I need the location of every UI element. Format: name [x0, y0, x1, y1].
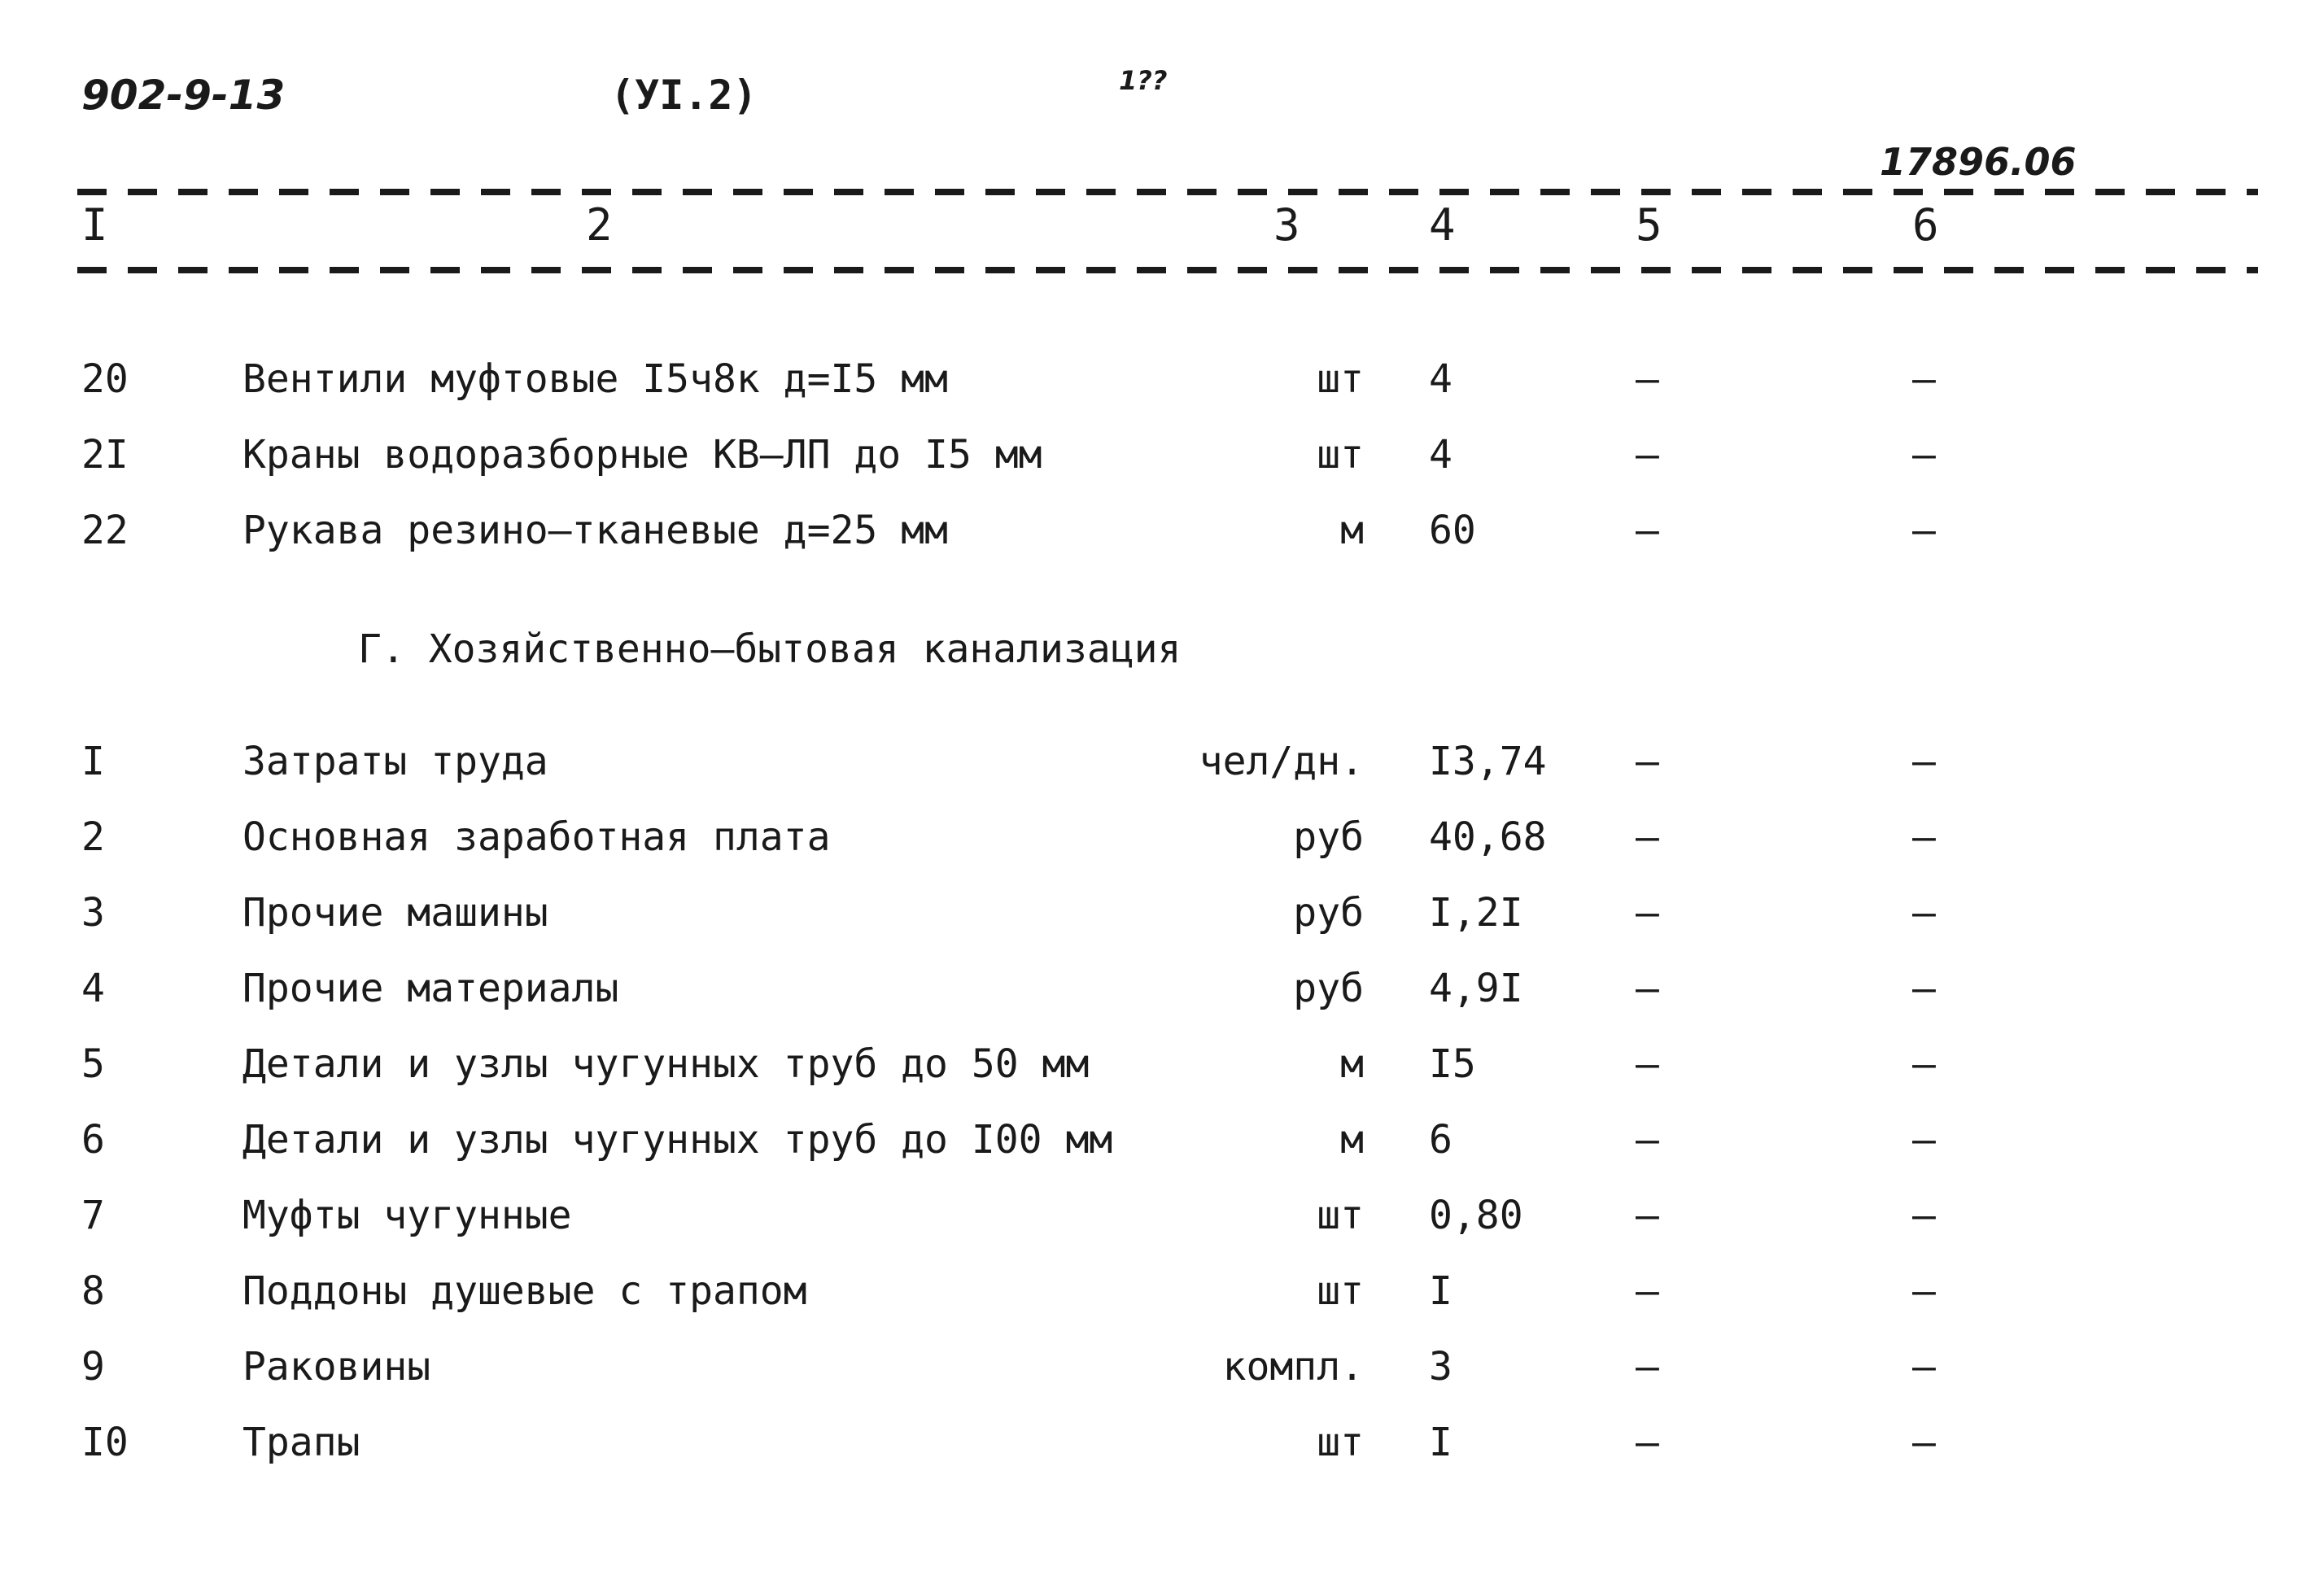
row-unit: шт: [1317, 1268, 1364, 1314]
column-header-6: 6: [1912, 199, 1939, 251]
row-number: 3: [81, 890, 105, 936]
row-unit: руб: [1293, 890, 1364, 936]
row-number: 5: [81, 1041, 105, 1087]
table-row: [0, 1186, 2324, 1251]
row-number: 4: [81, 966, 105, 1011]
table-row: [0, 1111, 2324, 1176]
row-name: Раковины: [242, 1344, 431, 1390]
row-quantity: I: [1429, 1268, 1452, 1314]
row-col5: –: [1636, 432, 1659, 478]
row-col6: –: [1912, 1041, 1936, 1087]
column-header-2: 2: [586, 199, 613, 251]
row-col5: –: [1636, 1117, 1659, 1163]
row-col5: –: [1636, 356, 1659, 402]
table-row: [0, 732, 2324, 797]
row-name: Поддоны душевые с трапом: [242, 1268, 807, 1314]
row-col5: –: [1636, 1344, 1659, 1390]
table-row: [0, 425, 2324, 491]
row-unit: м: [1340, 1041, 1364, 1087]
row-quantity: I5: [1429, 1041, 1476, 1087]
row-col5: –: [1636, 739, 1659, 784]
row-unit: руб: [1293, 814, 1364, 860]
row-col6: –: [1912, 739, 1936, 784]
row-col6: –: [1912, 1117, 1936, 1163]
row-col5: –: [1636, 966, 1659, 1011]
row-number: 8: [81, 1268, 105, 1314]
row-name: Детали и узлы чугунных труб до I00 мм: [242, 1117, 1113, 1163]
table-row: [0, 884, 2324, 949]
row-name: Рукава резино–тканевые д=25 мм: [242, 508, 948, 553]
row-quantity: 40,68: [1429, 814, 1547, 860]
row-number: 6: [81, 1117, 105, 1163]
row-quantity: 0,80: [1429, 1193, 1523, 1238]
page-mark: 1??: [1119, 65, 1168, 96]
column-header-3: 3: [1273, 199, 1300, 251]
table-row: [0, 1262, 2324, 1327]
row-number: 9: [81, 1344, 105, 1390]
row-col5: –: [1636, 508, 1659, 553]
row-col5: –: [1636, 890, 1659, 936]
row-quantity: 4: [1429, 432, 1452, 478]
row-col5: –: [1636, 1193, 1659, 1238]
row-quantity: 60: [1429, 508, 1476, 553]
row-unit: м: [1340, 508, 1364, 553]
row-name: Трапы: [242, 1420, 360, 1465]
section-title: Г. Хозяйственно–бытовая канализация: [358, 626, 1182, 672]
table-row: [0, 1337, 2324, 1403]
column-header-5: 5: [1636, 199, 1662, 251]
row-quantity: 4,9I: [1429, 966, 1523, 1011]
row-quantity: 3: [1429, 1344, 1452, 1390]
row-unit: м: [1340, 1117, 1364, 1163]
row-col6: –: [1912, 508, 1936, 553]
row-col6: –: [1912, 1193, 1936, 1238]
column-header-1: I: [81, 199, 108, 251]
row-col6: –: [1912, 1420, 1936, 1465]
row-number: I0: [81, 1420, 129, 1465]
row-name: Прочие машины: [242, 890, 548, 936]
row-col6: –: [1912, 432, 1936, 478]
row-number: 22: [81, 508, 129, 553]
table-row: [0, 959, 2324, 1024]
column-header-4: 4: [1429, 199, 1456, 251]
table-row: [0, 350, 2324, 415]
table-row: [0, 501, 2324, 566]
row-number: 20: [81, 356, 129, 402]
row-number: 2: [81, 814, 105, 860]
row-unit: шт: [1317, 356, 1364, 402]
row-name: Краны водоразборные КВ–ЛП до I5 мм: [242, 432, 1042, 478]
row-quantity: 6: [1429, 1117, 1452, 1163]
row-unit: шт: [1317, 432, 1364, 478]
table-row: [0, 808, 2324, 873]
row-col6: –: [1912, 1268, 1936, 1314]
row-col6: –: [1912, 356, 1936, 402]
section-code: (УI.2): [610, 72, 758, 119]
inventory-number: 17896.06: [1880, 140, 2077, 184]
row-unit: шт: [1317, 1193, 1364, 1238]
row-col6: –: [1912, 1344, 1936, 1390]
row-quantity: I,2I: [1429, 890, 1523, 936]
row-quantity: I: [1429, 1420, 1452, 1465]
row-col6: –: [1912, 890, 1936, 936]
row-col5: –: [1636, 1420, 1659, 1465]
row-col5: –: [1636, 1041, 1659, 1087]
row-unit: шт: [1317, 1420, 1364, 1465]
table-row: [0, 1413, 2324, 1478]
row-name: Детали и узлы чугунных труб до 50 мм: [242, 1041, 1090, 1087]
row-unit: компл.: [1222, 1344, 1364, 1390]
document-code: 902-9-13: [81, 72, 286, 119]
row-unit: чел/дн.: [1199, 739, 1364, 784]
row-name: Затраты труда: [242, 739, 548, 784]
row-number: 2I: [81, 432, 129, 478]
row-col5: –: [1636, 814, 1659, 860]
table-row: [0, 1035, 2324, 1100]
row-name: Основная заработная плата: [242, 814, 831, 860]
row-unit: руб: [1293, 966, 1364, 1011]
row-col5: –: [1636, 1268, 1659, 1314]
row-quantity: I3,74: [1429, 739, 1547, 784]
row-name: Вентили муфтовые I5ч8к д=I5 мм: [242, 356, 948, 402]
row-name: Муфты чугунные: [242, 1193, 572, 1238]
row-number: 7: [81, 1193, 105, 1238]
header-bottom-rule: [77, 267, 2258, 273]
row-quantity: 4: [1429, 356, 1452, 402]
row-col6: –: [1912, 966, 1936, 1011]
row-name: Прочие материалы: [242, 966, 619, 1011]
header-top-rule: [77, 189, 2258, 195]
row-number: I: [81, 739, 105, 784]
row-col6: –: [1912, 814, 1936, 860]
